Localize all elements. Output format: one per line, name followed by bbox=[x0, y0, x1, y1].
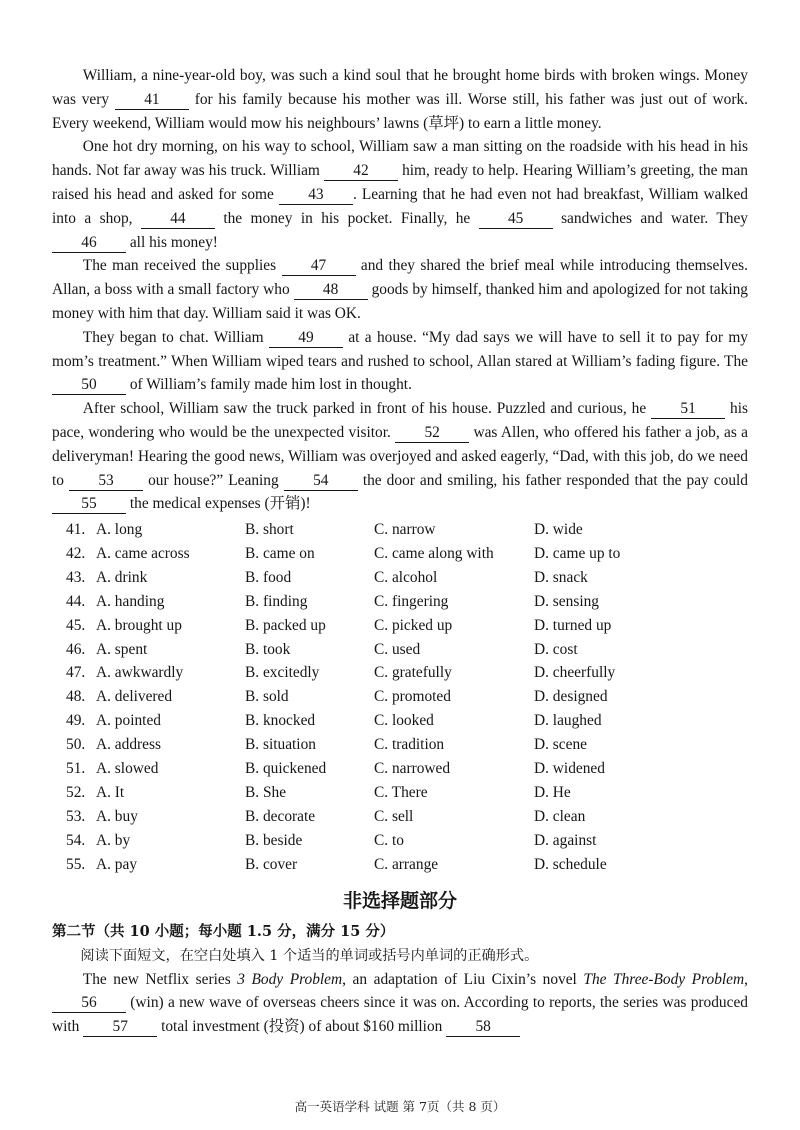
question-number: 53. bbox=[66, 807, 86, 825]
question-number: 55. bbox=[66, 855, 86, 873]
option-b: B. quickened bbox=[245, 760, 327, 778]
option-row bbox=[52, 829, 748, 853]
option-a: A. drink bbox=[96, 568, 148, 586]
section-heading: 第二节（共 10 小题；每小题 1.5 分，满分 15 分） bbox=[52, 922, 395, 940]
option-b: B. took bbox=[245, 640, 291, 658]
blank-49: 49 bbox=[269, 329, 343, 348]
option-a: A. buy bbox=[96, 807, 138, 825]
blank-41: 41 bbox=[115, 91, 189, 110]
option-a: A. by bbox=[96, 831, 131, 849]
text: him, ready to help. Hearing William’s greeting, the man raised his head and asked for some bbox=[52, 162, 748, 203]
question-number: 47. bbox=[66, 664, 86, 682]
blank-50: 50 bbox=[52, 376, 126, 395]
question-number: 41. bbox=[66, 521, 86, 539]
option-d: D. schedule bbox=[534, 855, 607, 873]
option-d: D. cost bbox=[534, 640, 578, 658]
option-a: A. long bbox=[96, 521, 143, 539]
blank-47: 47 bbox=[282, 257, 356, 276]
option-a: A. came across bbox=[96, 545, 190, 563]
blank-56: 56 bbox=[52, 994, 126, 1013]
blank-44: 44 bbox=[141, 210, 215, 229]
blank-52: 52 bbox=[395, 424, 469, 443]
option-c: C. fingering bbox=[374, 592, 449, 610]
option-a: A. brought up bbox=[96, 616, 182, 634]
question-number: 52. bbox=[66, 783, 86, 801]
option-c: C. promoted bbox=[374, 688, 451, 706]
option-c: C. gratefully bbox=[374, 664, 452, 682]
option-d: D. wide bbox=[534, 521, 583, 539]
option-c: C. sell bbox=[374, 807, 414, 825]
option-d: D. laughed bbox=[534, 712, 602, 730]
option-b: B. She bbox=[245, 783, 287, 801]
option-c: C. narrow bbox=[374, 521, 436, 539]
text: the medical expenses (开销)! bbox=[126, 495, 311, 513]
text: The new Netflix series bbox=[82, 970, 238, 988]
passage2-paragraph-1 bbox=[52, 968, 748, 1039]
option-c: C. to bbox=[374, 831, 404, 849]
option-row bbox=[52, 733, 748, 757]
option-d: D. clean bbox=[534, 807, 586, 825]
option-b: B. packed up bbox=[245, 616, 326, 634]
text: sandwiches and water. They bbox=[552, 209, 748, 227]
blank-46: 46 bbox=[52, 234, 126, 253]
novel-title: The Three-Body Problem bbox=[583, 970, 745, 988]
option-row bbox=[52, 566, 748, 590]
question-number: 43. bbox=[66, 568, 86, 586]
option-d: D. sensing bbox=[534, 592, 599, 610]
text: at a house. “My dad says we will have to sell it to pay for my mom’s treatment.” When William wiped tears and rushed to school, Allan stared at William’s fading figure. The bbox=[52, 328, 748, 370]
option-d: D. turned up bbox=[534, 616, 612, 634]
text: his pace, wondering who would be the unexpected visitor. bbox=[52, 400, 748, 441]
option-a: A. handing bbox=[96, 592, 165, 610]
option-c: C. used bbox=[374, 640, 421, 658]
passage-paragraph-1 bbox=[52, 64, 748, 135]
blank-57: 57 bbox=[83, 1018, 157, 1037]
text: , bbox=[744, 970, 748, 988]
blank-51: 51 bbox=[651, 400, 725, 419]
option-c: C. tradition bbox=[374, 736, 445, 754]
text: , an adaptation of Liu Cixin’s novel bbox=[342, 970, 584, 988]
blank-54: 54 bbox=[284, 472, 358, 491]
options-list bbox=[52, 518, 748, 876]
series-title: 3 Body Problem bbox=[237, 970, 343, 988]
text: . Learning that he had even not had breakfast, William walked into a shop, bbox=[52, 185, 748, 227]
option-c: C. came along with bbox=[374, 545, 494, 563]
option-row bbox=[52, 781, 748, 805]
question-number: 42. bbox=[66, 545, 86, 563]
option-row bbox=[52, 542, 748, 566]
option-c: C. arrange bbox=[374, 855, 439, 873]
option-b: B. sold bbox=[245, 688, 289, 706]
question-number: 48. bbox=[66, 688, 86, 706]
option-b: B. beside bbox=[245, 831, 303, 849]
blank-58: 58 bbox=[446, 1018, 520, 1037]
option-c: C. alcohol bbox=[374, 568, 438, 586]
blank-55: 55 bbox=[52, 495, 126, 514]
option-b: B. finding bbox=[245, 592, 308, 610]
text: was Allen, who offered his father a job, as a deliveryman! Hearing the good news, William was overjoyed and asked eagerly, “Dad, with this job, do we need to bbox=[52, 423, 748, 489]
option-a: A. spent bbox=[96, 640, 148, 658]
passage-paragraph-3 bbox=[52, 254, 748, 325]
option-b: B. excitedly bbox=[245, 664, 320, 682]
text: (win) a new wave of overseas cheers since it was on. According to reports, the series was produced with bbox=[52, 994, 748, 1036]
text: the money in his pocket. Finally, he bbox=[214, 209, 479, 227]
question-number: 49. bbox=[66, 712, 86, 730]
option-row bbox=[52, 757, 748, 781]
text: the door and smiling, his father responded that the pay could bbox=[357, 471, 749, 489]
option-row bbox=[52, 638, 748, 662]
blank-43: 43 bbox=[279, 186, 353, 205]
text: of William’s family made him lost in thought. bbox=[126, 376, 412, 394]
option-d: D. widened bbox=[534, 760, 605, 778]
blank-53: 53 bbox=[69, 472, 143, 491]
blank-45: 45 bbox=[479, 210, 553, 229]
option-b: B. cover bbox=[245, 855, 298, 873]
option-a: A. pay bbox=[96, 855, 138, 873]
text: all his money! bbox=[126, 233, 218, 251]
question-number: 45. bbox=[66, 616, 86, 634]
text: for his family because his mother was ill. Worse still, his father was just out of work. Every weekend, William would mow his neighbours’ lawns (草坪) to earn a little money. bbox=[52, 90, 748, 132]
option-a: A. slowed bbox=[96, 760, 159, 778]
option-b: B. situation bbox=[245, 736, 316, 754]
question-number: 51. bbox=[66, 760, 86, 778]
option-c: C. narrowed bbox=[374, 760, 451, 778]
exam-page bbox=[52, 64, 748, 1039]
option-a: A. address bbox=[96, 736, 161, 754]
option-c: C. looked bbox=[374, 712, 434, 730]
text: After school, William saw the truck parked in front of his house. Puzzled and curious, he bbox=[82, 400, 652, 418]
option-d: D. came up to bbox=[534, 545, 621, 563]
option-row bbox=[52, 853, 748, 877]
section-title: 非选择题部分 bbox=[342, 889, 457, 912]
text: The man received the supplies bbox=[82, 257, 282, 275]
option-a: A. delivered bbox=[96, 688, 173, 706]
question-number: 46. bbox=[66, 640, 86, 658]
option-c: C. There bbox=[374, 783, 428, 801]
option-b: B. short bbox=[245, 521, 294, 539]
option-b: B. came on bbox=[245, 545, 315, 563]
blank-42: 42 bbox=[324, 162, 398, 181]
option-b: B. food bbox=[245, 568, 292, 586]
option-row bbox=[52, 518, 748, 542]
option-d: D. He bbox=[534, 783, 571, 801]
text: and they shared the brief meal while introducing themselves. Allan, a boss with a small factory who bbox=[52, 257, 749, 299]
option-d: D. designed bbox=[534, 688, 608, 706]
text: William, a nine-year-old boy, was such a kind soul that he brought home birds with broken wings. Money was very bbox=[52, 67, 748, 108]
section-instruction: 阅读下面短文，在空白处填入 1 个适当的单词或括号内单词的正确形式。 bbox=[80, 947, 539, 964]
question-number: 44. bbox=[66, 592, 86, 610]
text: total investment (投资) of about $160 million bbox=[157, 1018, 447, 1036]
text: goods by himself, thanked him and apologized for not taking money with him that day. William said it was OK. bbox=[52, 281, 748, 322]
option-row bbox=[52, 709, 748, 733]
option-row bbox=[52, 614, 748, 638]
text: One hot dry morning, on his way to school, William saw a man sitting on the roadside with his head in his hands. Not far away was his truck. William bbox=[52, 138, 748, 180]
option-b: B. decorate bbox=[245, 807, 316, 825]
passage-paragraph-4 bbox=[52, 326, 748, 397]
passage-paragraph-2 bbox=[52, 135, 748, 254]
option-c: C. picked up bbox=[374, 616, 453, 634]
option-row bbox=[52, 661, 748, 685]
option-a: A. awkwardly bbox=[96, 664, 184, 682]
option-a: A. pointed bbox=[96, 712, 161, 730]
option-d: D. scene bbox=[534, 736, 587, 754]
text: They began to chat. William bbox=[82, 328, 269, 346]
option-d: D. snack bbox=[534, 568, 588, 586]
text: our house?” Leaning bbox=[143, 471, 284, 489]
option-b: B. knocked bbox=[245, 712, 316, 730]
page-footer: 高一英语学科 试题 第 7页（共 8 页） bbox=[294, 1099, 506, 1114]
question-number: 50. bbox=[66, 736, 86, 754]
option-d: D. against bbox=[534, 831, 597, 849]
option-d: D. cheerfully bbox=[534, 664, 616, 682]
option-row bbox=[52, 590, 748, 614]
option-a: A. It bbox=[96, 783, 125, 801]
option-row bbox=[52, 805, 748, 829]
question-number: 54. bbox=[66, 831, 86, 849]
option-row bbox=[52, 685, 748, 709]
passage-paragraph-5 bbox=[52, 397, 748, 516]
blank-48: 48 bbox=[294, 281, 368, 300]
